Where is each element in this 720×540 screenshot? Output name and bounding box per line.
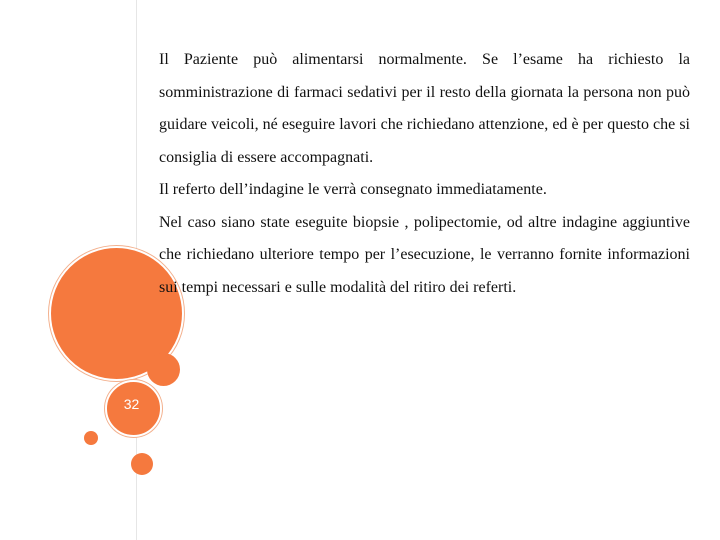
slide-body-text [159,44,690,304]
decorative-tiny-circle [84,431,98,445]
paragraph-biopsies: Nel caso siano state eseguite biopsie , polipectomie, od altre indagine aggiuntive che richiedano ulteriore tempo per l’esecuzione, le verranno fornite informazioni sui tempi necessari e sulle modalità del ritiro dei referti. [159,213,690,296]
paragraph-sedation: Il Paziente può alimentarsi normalmente. Se l’esame ha richiesto la somministrazione di farmaci sedativi per il resto della giornata la persona non può guidare veicoli, né eseguire lavori che richiedano attenzione, ed è per questo che si consiglia di essere accompagnati. [159,51,690,166]
paragraph-report: Il referto dell’indagine le verrà consegnato immediatamente. [159,181,547,198]
page-number: 32 [123,396,140,412]
decorative-small-circle [147,353,180,386]
decorative-small-circle-bottom [131,453,153,475]
